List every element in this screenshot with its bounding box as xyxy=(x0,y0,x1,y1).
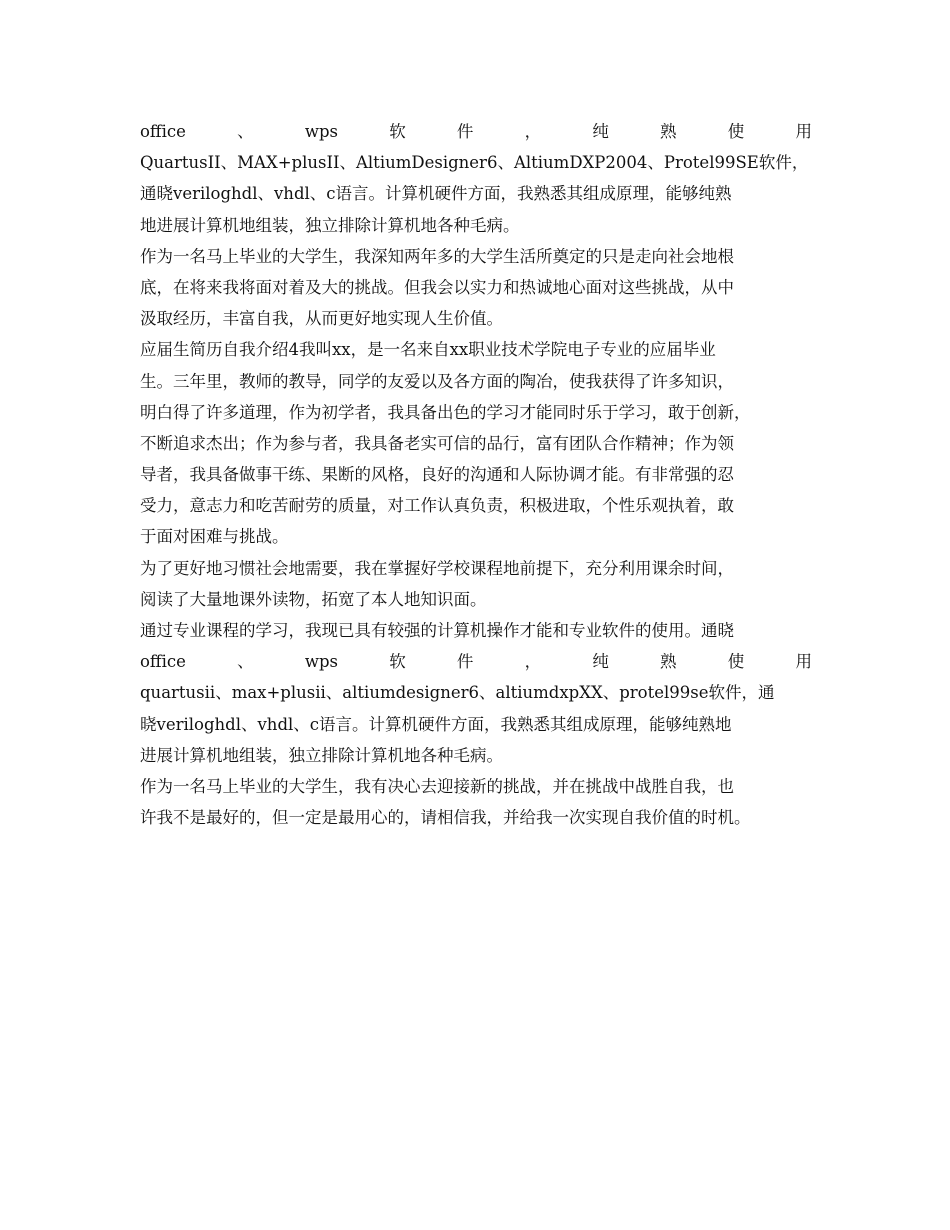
text-line: 进展计算机地组装，独立排除计算机地各种毛病。 xyxy=(140,745,503,765)
spread-token: office xyxy=(140,652,186,672)
text-line: 明白得了许多道理，作为初学者，我具备出色的学习才能同时乐于学习，敢于创新， xyxy=(140,402,751,422)
paragraph-skills-1 xyxy=(140,116,812,241)
spread-token: office xyxy=(140,122,186,141)
text-line: 生。三年里，教师的教导，同学的友爱以及各方面的陶冶，使我获得了许多知识， xyxy=(140,371,734,391)
spread-token: 、 xyxy=(237,122,254,141)
spread-token: 件 xyxy=(456,122,474,141)
text-line: 晓veriloghdl、vhdl、c语言。计算机硬件方面，我熟悉其组成原理，能够纯熟地 xyxy=(140,714,732,734)
spread-token: 纯 xyxy=(592,652,609,672)
text-line: 为了更好地习惯社会地需要，我在掌握好学校课程地前提下，充分利用课余时间， xyxy=(140,558,734,578)
text-line: 阅读了大量地课外读物，拓宽了本人地知识面。 xyxy=(140,589,487,609)
text-line: 导者，我具备做事干练、果断的风格，良好的沟通和人际协调才能。有非常强的忍 xyxy=(140,465,734,485)
spread-token: 使 xyxy=(727,652,745,672)
text-line: 通晓veriloghdl、vhdl、c语言。计算机硬件方面，我熟悉其组成原理，能够纯熟 xyxy=(140,184,732,204)
text-line: 作为一名马上毕业的大学生，我深知两年多的大学生活所奠定的只是走向社会地根 xyxy=(140,246,734,266)
text-line: 底，在将来我将面对着及大的挑战。但我会以实力和热诚地心面对这些挑战，从中 xyxy=(140,277,734,297)
text-line: 汲取经历，丰富自我，从而更好地实现人生价值。 xyxy=(140,309,503,329)
text-line: 地进展计算机地组装，独立排除计算机地各种毛病。 xyxy=(140,215,520,235)
text-line: 不断追求杰出；作为参与者，我具备老实可信的品行，富有团队合作精神；作为领 xyxy=(140,433,734,453)
paragraph-skills-2 xyxy=(140,615,812,771)
text-line: 于面对困难与挑战。 xyxy=(140,527,289,547)
text-line: 许我不是最好的，但一定是最用心的，请相信我，并给我一次实现自我价值的时机。 xyxy=(140,808,751,828)
spread-token: wps xyxy=(304,122,339,141)
spread-line xyxy=(140,646,812,677)
spread-token: 使 xyxy=(727,122,745,141)
text-line: 作为一名马上毕业的大学生，我有决心去迎接新的挑战，并在挑战中战胜自我，也 xyxy=(140,776,734,796)
spread-token: 、 xyxy=(237,652,254,672)
paragraph-extracurricular xyxy=(140,553,812,615)
spread-token: 件 xyxy=(456,652,474,672)
spread-token: 软 xyxy=(389,122,406,141)
spread-token: 熟 xyxy=(660,122,677,141)
spread-token: ， xyxy=(524,652,542,672)
spread-token: 软 xyxy=(389,652,406,672)
spread-token: 纯 xyxy=(592,122,609,141)
spread-token: 用 xyxy=(795,652,812,672)
spread-token: wps xyxy=(304,652,339,672)
text-line: 应届生简历自我介绍4我叫xx，是一名来自xx职业技术学院电子专业的应届毕业 xyxy=(140,340,716,360)
text-line: 受力，意志力和吃苦耐劳的质量，对工作认真负责，积极进取，个性乐观执着，敢 xyxy=(140,496,734,516)
spread-line xyxy=(140,116,812,147)
paragraph-self-introduction xyxy=(140,334,812,552)
spread-token: ， xyxy=(524,122,542,141)
spread-token: 用 xyxy=(795,122,812,141)
text-line: quartusii、max+plusii、altiumdesigner6、altiumdxpXX、protel99se软件，通 xyxy=(140,683,775,703)
text-line: QuartusII、MAX+plusII、AltiumDesigner6、AltiumDXP2004、Protel99SE软件， xyxy=(140,153,809,173)
paragraph-closing xyxy=(140,771,812,833)
paragraph-graduate-challenge xyxy=(140,241,812,335)
text-line: 通过专业课程的学习，我现已具有较强的计算机操作才能和专业软件的使用。通晓 xyxy=(140,621,734,640)
spread-token: 熟 xyxy=(660,652,677,672)
document-body xyxy=(140,116,812,833)
